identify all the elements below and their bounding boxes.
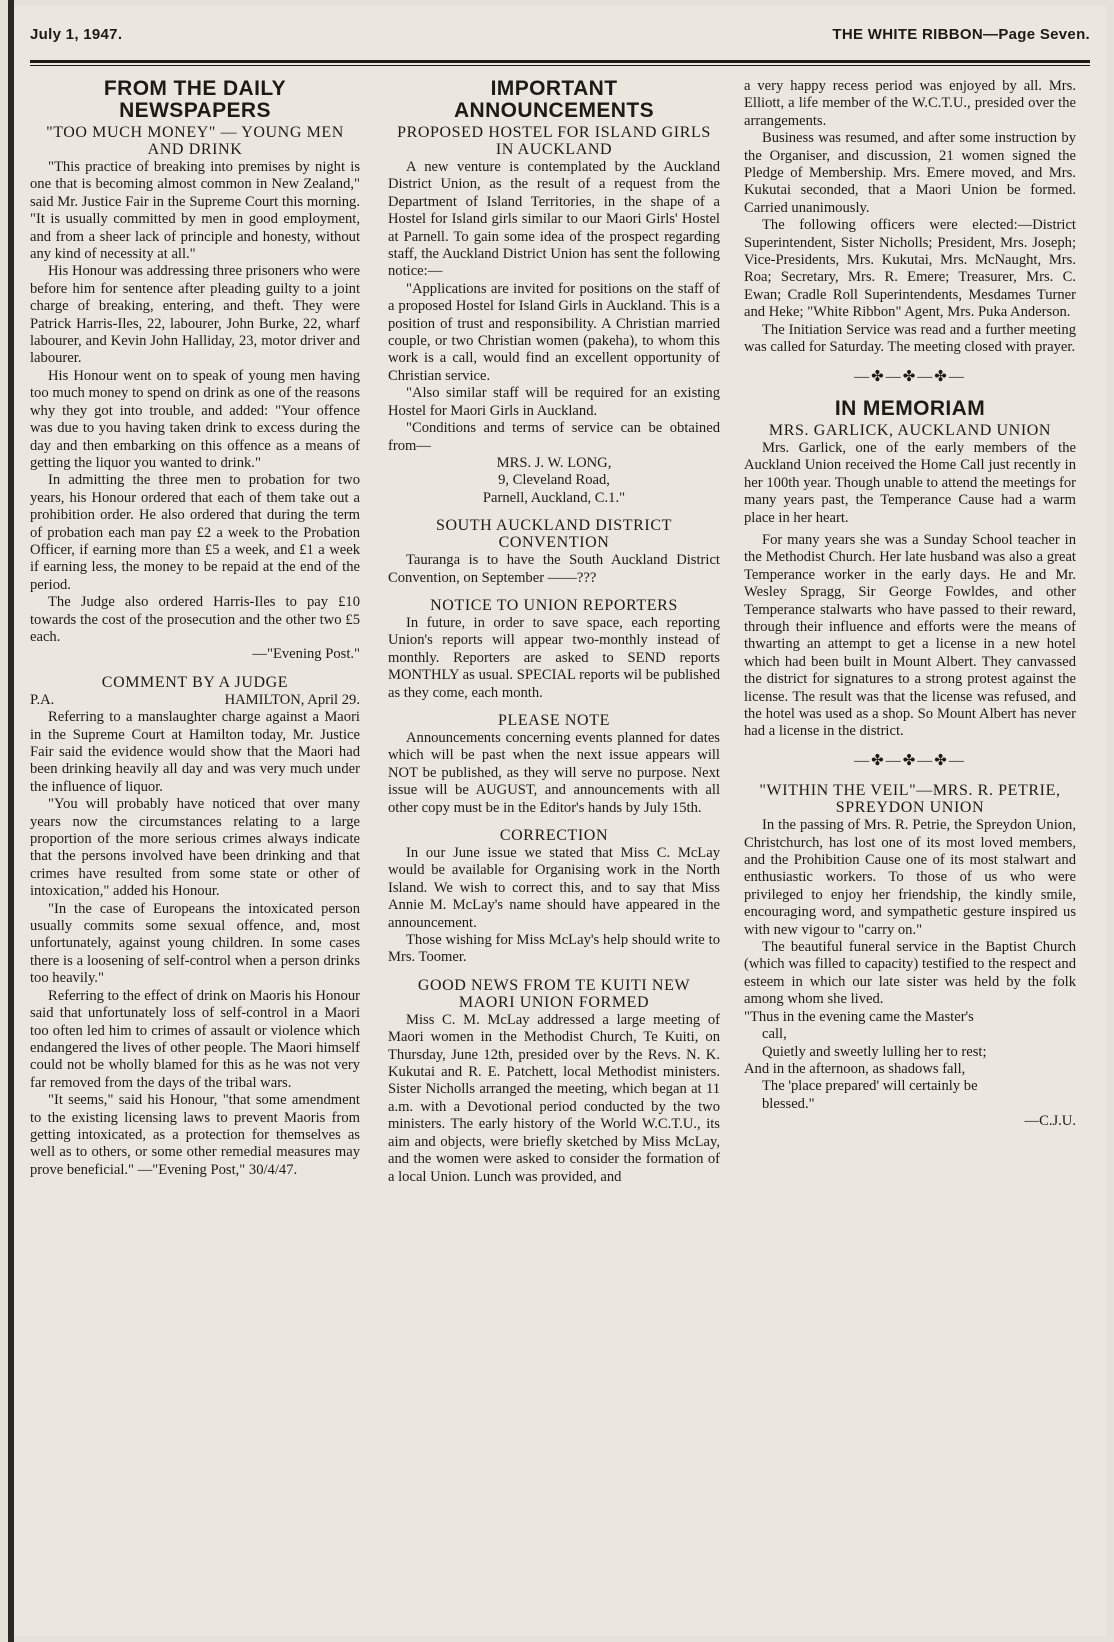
paragraph: In admitting the three men to probation for two years, his Honour ordered that each of them take out a prohibition order. He also ordered that during the term of probation each man pay £2 a week to the Probation Officer, if earning more than £5 a week, and £1 a week if earning less, the money to be repaid at the end of the period. <box>30 472 360 593</box>
dateline-place-date: HAMILTON, April 29. <box>224 691 360 708</box>
section-heading-important-announcements: IMPORTANT ANNOUNCEMENTS <box>453 78 655 122</box>
paragraph: The following officers were elected:—District Superintendent, Sister Nicholls; President, Mrs. Joseph; Vice-Presidents, Mrs. Kukutai, Mrs. McNaught, Mrs. Roa; Secretary, Mrs. R. Emere; Treasurer, Mrs. C. Ewan; Cradle Roll Superintendents, Mesdames Turner and Heke; "White Ribbon" Agent, Mrs. Puka Anderson. <box>744 217 1076 321</box>
paragraph: Referring to a manslaughter charge against a Maori in the Supreme Court at Hamilton today, Mr. Justice Fair said the evidence would show that the Maori had been drinking heavily all day and was very much under the influence of liquor. <box>30 709 360 795</box>
article-title-proposed-hostel: PROPOSED HOSTEL FOR ISLAND GIRLS IN AUCKLAND <box>397 124 711 158</box>
column-2 <box>388 78 720 1628</box>
poem-line: call, <box>762 1026 787 1043</box>
paragraph: "It seems," said his Honour, "that some amendment to the existing licensing laws to prevent Maoris from getting intoxicated, as a protection for themselves as well as to others, or some other remedial measures may prove beneficial." —"Evening Post," 30/4/47. <box>30 1092 360 1178</box>
issue-date: July 1, 1947. <box>30 26 123 43</box>
column-3 <box>744 78 1076 1628</box>
dateline-agency: P.A. <box>30 691 55 708</box>
paragraph: "Applications are invited for positions on the staff of a proposed Hostel for Island Girls in Auckland. This is a position of trust and responsibility. A Christian married couple, or two Christian women (pakeha), to whom this work is a call, would find an excellent opportunity of Christian service. <box>388 280 720 384</box>
paragraph: Announcements concerning events planned for dates which will be past when the next issue appears will NOT be published, as they will serve no purpose. Next issue will be AUGUST, and announcements with all other copy must be in the Editor's hands by July 15th. <box>388 729 720 816</box>
header-rule-thin <box>30 65 1090 66</box>
paragraph: "You will probably have noticed that over many years now the circumstances relating to a large proportion of the more serious crimes always indicate that the persons involved have been drinking and that crimes have resulted from some state or other of intoxication," added his Honour. <box>30 796 360 900</box>
paragraph: His Honour went on to speak of young men having too much money to spend on drink as one of the reasons why they got into trouble, and added: "Your offence was due to you having taken drink to excess during the day and then embarking on this offence as a means of getting the liquor you wanted to drink." <box>30 367 360 471</box>
address-line: MRS. J. W. LONG, <box>496 454 612 471</box>
article-title-correction: CORRECTION <box>499 827 609 844</box>
poem-line: blessed." <box>762 1095 815 1112</box>
paragraph: The beautiful funeral service in the Baptist Church (which was filled to capacity) testified to the respect and esteem in which our late sister was held by the folk among whom she lived. <box>744 939 1076 1008</box>
poem-line: Quietly and sweetly lulling her to rest; <box>762 1043 987 1060</box>
page-header <box>30 20 1090 48</box>
paragraph: Miss C. M. McLay addressed a large meeting of Maori women in the Methodist Church, Te Kuiti, on Thursday, June 12th, presided over by the Revs. N. K. Kukutai and R. E. Patchett, local Methodist ministers. Sister Nicholls arranged the meeting, which began at 11 a.m. with a Devotional period conducted by the two ministers. The early history of the World W.C.T.U., its aim and objects, were briefly sketched by Miss McLay, and the women were asked to consider the formation of a local Union. Lunch was provided, and <box>388 1011 720 1185</box>
paragraph: The Initiation Service was read and a further meeting was called for Saturday. The meeting closed with prayer. <box>744 321 1076 356</box>
paragraph: Those wishing for Miss McLay's help should write to Mrs. Toomer. <box>388 932 720 966</box>
section-heading-daily-newspapers: FROM THE DAILY NEWSPAPERS <box>103 78 287 122</box>
paragraph: In the passing of Mrs. R. Petrie, the Spreydon Union, Christchurch, has lost one of its most loved members, and the Prohibition Cause one of its most stalwart and enthusiastic workers. To those of us who were privileged to enjoy her friendship, the kindly smile, encouraging word, and sympathetic gesture inspired us with new vigour to "carry on." <box>744 817 1076 938</box>
column-1 <box>30 78 360 1628</box>
article-title-please-note: PLEASE NOTE <box>498 711 610 729</box>
binding-edge <box>8 0 14 1642</box>
article-title-too-much-money: "TOO MUCH MONEY" — YOUNG MEN AND DRINK <box>46 124 344 158</box>
paragraph: "Also similar staff will be required for an existing Hostel for Maori Girls in Auckland. <box>388 385 720 419</box>
paragraph: Referring to the effect of drink on Maoris his Honour said that unfortunately loss of self-control in a Maori too often led him to crimes of assault or violence which endangered the lives of other people. The Maori himself could not be wholly blamed for this as he was not very far removed from the days of the tribal wars. <box>30 987 360 1091</box>
header-rule <box>30 60 1090 63</box>
paragraph: Tauranga is to have the South Auckland District Convention, on September ——??? <box>388 552 720 586</box>
paragraph: The Judge also ordered Harris-Iles to pay £10 towards the cost of the prosecution and the other two £5 each. <box>30 594 360 645</box>
article-title-comment-by-judge: COMMENT BY A JUDGE <box>101 673 289 691</box>
paragraph: In future, in order to save space, each reporting Union's reports will appear two-monthly instead of monthly. Reporters are asked to SEND reports MONTHLY as usual. SPECIAL reports wil be published as they come, each month. <box>388 614 720 701</box>
poem-line: The 'place prepared' will certainly be <box>762 1078 978 1095</box>
paragraph: "Conditions and terms of service can be obtained from— <box>388 420 720 454</box>
section-divider-ornament: —✤—✤—✤— <box>854 368 966 385</box>
dateline <box>30 692 360 709</box>
section-divider-ornament: —✤—✤—✤— <box>854 752 966 769</box>
address-line: 9, Cleveland Road, <box>498 472 610 489</box>
section-heading-in-memoriam: IN MEMORIAM <box>834 396 986 420</box>
paragraph: His Honour was addressing three prisoners who were before him for sentence after pleading guilty to a joint charge of breaking, entering, and theft. They were Patrick Harris-Iles, 22, labourer, John Burke, 22, wharf labourer, and Kevin John Halliday, 23, motor driver and labourer. <box>30 263 360 367</box>
author-signoff: —C.J.U. <box>1024 1113 1076 1130</box>
paragraph: Mrs. Garlick, one of the early members of the Auckland Union received the Home Call just recently in her 100th year. Though unable to attend the meetings for many years past, the Temperance Cause had a warm place in her heart. <box>744 439 1076 526</box>
paragraph: a very happy recess period was enjoyed by all. Mrs. Elliott, a life member of the W.C.T.U., presided over the arrangements. <box>744 78 1076 129</box>
poem-line: "Thus in the evening came the Master's <box>744 1008 974 1025</box>
article-title-notice-to-reporters: NOTICE TO UNION REPORTERS <box>430 596 678 614</box>
source-credit: —"Evening Post." <box>252 646 360 663</box>
article-title-within-the-veil: "WITHIN THE VEIL"—MRS. R. PETRIE, SPREYDON UNION <box>759 782 1061 817</box>
paragraph: A new venture is contemplated by the Auckland District Union, as the result of a request from the Department of Island Territories, in the shape of a Hostel for Island girls similar to our Maori Girls' Hostel at Parnell. To gain some idea of the prospect regarding staff, the Auckland District Union has sent the following notice:— <box>388 159 720 280</box>
paragraph: "In the case of Europeans the intoxicated person usually commits some sexual offence, and, most unfortunately, against young children. In some cases there is a loosening of self-control when a person drinks too heavily." <box>30 900 360 987</box>
article-title-good-news-te-kuiti: GOOD NEWS FROM TE KUITI NEW MAORI UNION FORMED <box>417 976 691 1011</box>
publication-page-label: THE WHITE RIBBON—Page Seven. <box>832 26 1090 43</box>
article-title-south-auckland-convention: SOUTH AUCKLAND DISTRICT CONVENTION <box>435 517 673 552</box>
address-line: Parnell, Auckland, C.1." <box>482 489 626 506</box>
paragraph: For many years she was a Sunday School teacher in the Methodist Church. Her late husband was also a great Temperance worker in the early days. He and Mr. Wesley Spragg, Sir George Fowldes, and other Temperance stalwarts who have passed to their reward, through their influence and efforts were the means of thwarting an attempt to get a license in a new hotel which had been built in Mount Albert. They canvassed the district for signatures to a strong protest against the license. The result was that the license was refused, and the hotel was used as a shop. So Mount Albert has never had a license in the district. <box>744 531 1076 740</box>
paragraph: In our June issue we stated that Miss C. McLay would be available for Organising work in the North Island. We wish to correct this, and to say that Miss Annie M. McLay's name should have appeared in the announcement. <box>388 845 720 931</box>
paragraph: "This practice of breaking into premises by night is one that is becoming almost common in New Zealand," said Mr. Justice Fair in the Supreme Court this morning. "It is usually committed by men in good employment, and from a sheer lack of principle and honesty, without any kind of necessity at all." <box>30 159 360 263</box>
poem-line: And in the afternoon, as shadows fall, <box>744 1060 966 1077</box>
article-title-mrs-garlick: MRS. GARLICK, AUCKLAND UNION <box>768 421 1052 439</box>
paragraph: Business was resumed, and after some instruction by the Organiser, and discussion, 21 women signed the Pledge of Membership. Mrs. Emere moved, and Mrs. Kukutai seconded, that a Maori Union be formed. Carried unanimously. <box>744 130 1076 216</box>
